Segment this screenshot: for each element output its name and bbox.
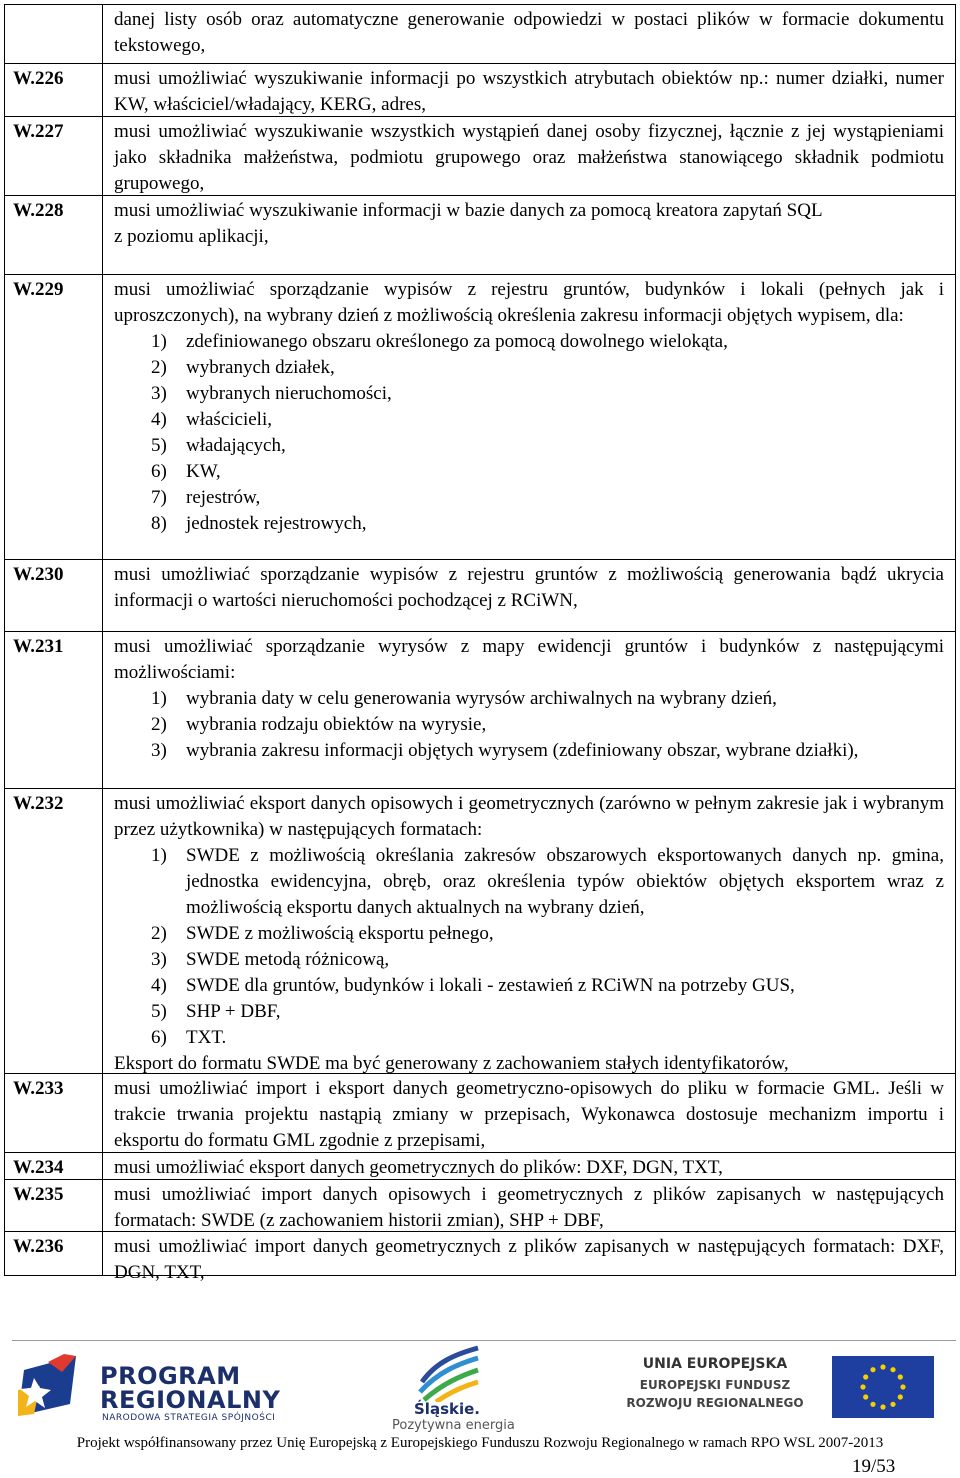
requirement-text — [114, 277, 944, 537]
list-text: TXT. — [186, 1027, 227, 1048]
list-item — [114, 485, 944, 511]
requirement-text — [114, 791, 944, 1077]
list-item — [114, 511, 944, 537]
list-number: 2) — [151, 357, 167, 378]
numbered-list — [114, 686, 944, 764]
paragraph: musi umożliwiać wyszukiwanie informacji w bazie danych za pomocą kreatora zapytań SQL — [114, 200, 823, 221]
list-number: 1) — [151, 688, 167, 709]
list-text: SHP + DBF, — [186, 1001, 281, 1022]
list-number: 7) — [151, 487, 167, 508]
paragraph: musi umożliwiać wyszukiwanie wszystkich wystąpień danej osoby fizycznej, łącznie z jej wystąpieniami jako składnika małżeństwa, podmiotu grupowego oraz małżeństwa stanowiącego składnik podmiotu grupowego, — [114, 121, 944, 194]
requirement-text — [114, 1182, 944, 1234]
list-item — [114, 999, 944, 1025]
requirement-text — [114, 119, 944, 197]
footer-divider — [12, 1340, 956, 1341]
requirement-code: W.231 — [13, 636, 64, 657]
slaskie-logo-text: Śląskie. — [414, 1400, 480, 1418]
eu-logo-text: EUROPEJSKI FUNDUSZ — [639, 1378, 791, 1392]
list-item — [114, 1025, 944, 1051]
table-row — [5, 559, 955, 632]
paragraph: musi umożliwiać import danych geometrycznych z plików zapisanych w następujących formatach: DXF, DGN, TXT, — [114, 1236, 944, 1283]
list-number: 5) — [151, 435, 167, 456]
paragraph: musi umożliwiać wyszukiwanie informacji po wszystkich atrybutach obiektów np.: numer działki, numer KW, właściciel/władający, KERG, adres, — [114, 68, 944, 115]
table-row — [5, 631, 955, 789]
eu-flag-icon — [832, 1356, 934, 1418]
list-item — [114, 329, 944, 355]
list-item — [114, 355, 944, 381]
slaskie-logo — [358, 1342, 534, 1432]
paragraph: danej listy osób oraz automatyczne generowanie odpowiedzi w postaci plików w formacie dokumentu tekstowego, — [114, 9, 944, 56]
program-regionalny-logo — [18, 1352, 318, 1424]
list-number: 3) — [151, 949, 167, 970]
list-number: 2) — [151, 714, 167, 735]
list-number: 1) — [151, 845, 167, 866]
list-number: 2) — [151, 923, 167, 944]
paragraph: musi umożliwiać sporządzanie wypisów z rejestru gruntów z możliwością generowania bądź ukrycia informacji o wartości nieruchomości pochodzącej z RCiWN, — [114, 564, 944, 611]
requirement-text — [114, 634, 944, 764]
list-text: SWDE dla gruntów, budynków i lokali - zestawień z RCiWN na potrzeby GUS, — [186, 975, 795, 996]
list-item — [114, 381, 944, 407]
eu-logo-text: UNIA EUROPEJSKA — [642, 1356, 788, 1372]
table-row — [5, 1073, 955, 1153]
requirement-code: W.229 — [13, 279, 64, 300]
eu-logo — [610, 1354, 940, 1420]
list-item — [114, 407, 944, 433]
list-item — [114, 712, 944, 738]
list-text: wybrania daty w celu generowania wyrysów archiwalnych na wybrany dzień, — [186, 688, 777, 709]
table-row — [5, 788, 955, 1074]
requirement-text — [114, 7, 944, 59]
list-number: 3) — [151, 740, 167, 761]
list-text: jednostek rejestrowych, — [186, 513, 367, 534]
list-text: władających, — [186, 435, 286, 456]
list-text: wybranych działek, — [186, 357, 335, 378]
list-number: 5) — [151, 1001, 167, 1022]
requirement-text — [114, 1076, 944, 1154]
list-number: 1) — [151, 331, 167, 352]
list-item — [114, 738, 944, 764]
paragraph: musi umożliwiać eksport danych opisowych i geometrycznych (zarówno w pełnym zakresie jak i wybranym przez użytkownika) w następujących formatach: — [114, 793, 944, 840]
requirement-code: W.233 — [13, 1078, 64, 1099]
table-row — [5, 5, 955, 63]
paragraph: musi umożliwiać sporządzanie wypisów z rejestru gruntów, budynków i lokali (pełnych jak i uproszczonych), na wybrany dzień z możliwością określenia zakresu informacji objętych wypisem, dla: — [114, 279, 944, 326]
list-text: SWDE metodą różnicową, — [186, 949, 390, 970]
requirement-text — [114, 562, 944, 614]
slaskie-mark-icon — [416, 1342, 482, 1402]
requirement-code: W.227 — [13, 121, 64, 142]
table-row — [5, 1152, 955, 1180]
requirement-code: W.236 — [13, 1236, 64, 1257]
table-row — [5, 274, 955, 560]
requirement-code: W.232 — [13, 793, 64, 814]
table-row — [5, 1231, 955, 1283]
list-text: właścicieli, — [186, 409, 272, 430]
list-text: wybrania zakresu informacji objętych wyrysem (zdefiniowany obszar, wybrane działki), — [186, 740, 859, 761]
table-row — [5, 116, 955, 196]
paragraph: musi umożliwiać eksport danych geometrycznych do plików: DXF, DGN, TXT, — [114, 1157, 723, 1178]
requirements-table — [4, 4, 956, 1283]
requirement-code: W.235 — [13, 1184, 64, 1205]
requirement-code: W.226 — [13, 68, 64, 89]
list-number: 4) — [151, 409, 167, 430]
cofinancing-note: Projekt współfinansowany przez Unię Europejską z Europejskiego Funduszu Rozwoju Regionalnego w ramach RPO WSL 2007-2013 — [76, 1435, 884, 1451]
program-logo-text: REGIONALNY — [100, 1386, 281, 1414]
numbered-list — [114, 329, 944, 537]
paragraph-note: Eksport do formatu SWDE ma być generowany z zachowaniem stałych identyfikatorów, — [114, 1053, 789, 1074]
list-item — [114, 459, 944, 485]
requirement-code: W.234 — [13, 1157, 64, 1178]
program-logo-subtext: NARODOWA STRATEGIA SPÓJNOŚCI — [102, 1413, 276, 1423]
requirement-code: W.228 — [13, 200, 64, 221]
paragraph: z poziomu aplikacji, — [114, 226, 269, 247]
page-number: 19/53 — [852, 1456, 896, 1477]
list-text: rejestrów, — [186, 487, 261, 508]
list-item — [114, 686, 944, 712]
requirement-text — [114, 1155, 944, 1181]
list-number: 4) — [151, 975, 167, 996]
list-item — [114, 947, 944, 973]
list-number: 6) — [151, 461, 167, 482]
list-text: SWDE z możliwością eksportu pełnego, — [186, 923, 494, 944]
list-text: zdefiniowanego obszaru określonego za pomocą dowolnego wielokąta, — [186, 331, 728, 352]
table-row — [5, 63, 955, 117]
program-regionalny-mark-icon — [18, 1352, 80, 1424]
list-text: KW, — [186, 461, 221, 482]
requirement-text — [114, 198, 944, 250]
list-text: wybranych nieruchomości, — [186, 383, 392, 404]
list-number: 8) — [151, 513, 167, 534]
slaskie-logo-subtext: Pozytywna energia — [392, 1418, 515, 1433]
list-number: 3) — [151, 383, 167, 404]
numbered-list — [114, 843, 944, 1051]
list-item — [114, 843, 944, 921]
paragraph: musi umożliwiać import danych opisowych i geometrycznych z plików zapisanych w następujących formatach: SWDE (z zachowaniem historii zmian), SHP + DBF, — [114, 1184, 944, 1231]
eu-logo-text: ROZWOJU REGIONALNEGO — [626, 1396, 804, 1410]
program-logo-text: PROGRAM — [100, 1362, 241, 1390]
requirement-text — [114, 66, 944, 118]
list-item — [114, 433, 944, 459]
list-item — [114, 921, 944, 947]
list-number: 6) — [151, 1027, 167, 1048]
list-text: SWDE z możliwością określania zakresów obszarowych eksportowanych danych np. gmina, jednostka ewidencyjna, obręb, oraz określenia typów obiektów objętych eksportem wraz z możliwością eksportu danych aktualnych na wybrany dzień, — [186, 845, 944, 918]
requirement-code: W.230 — [13, 564, 64, 585]
list-item — [114, 973, 944, 999]
list-text: wybrania rodzaju obiektów na wyrysie, — [186, 714, 487, 735]
paragraph: musi umożliwiać sporządzanie wyrysów z mapy ewidencji gruntów i budynków z następującymi możliwościami: — [114, 636, 944, 683]
table-row — [5, 1179, 955, 1232]
paragraph: musi umożliwiać import i eksport danych geometryczno-opisowych do pliku w formacie GML. Jeśli w trakcie trwania projektu nastąpią zmiany w przepisach, Wykonawca dostosuje mechanizm importu i eksportu do formatu GML zgodnie z przepisami, — [114, 1078, 944, 1151]
table-row — [5, 195, 955, 275]
requirement-text — [114, 1234, 944, 1286]
